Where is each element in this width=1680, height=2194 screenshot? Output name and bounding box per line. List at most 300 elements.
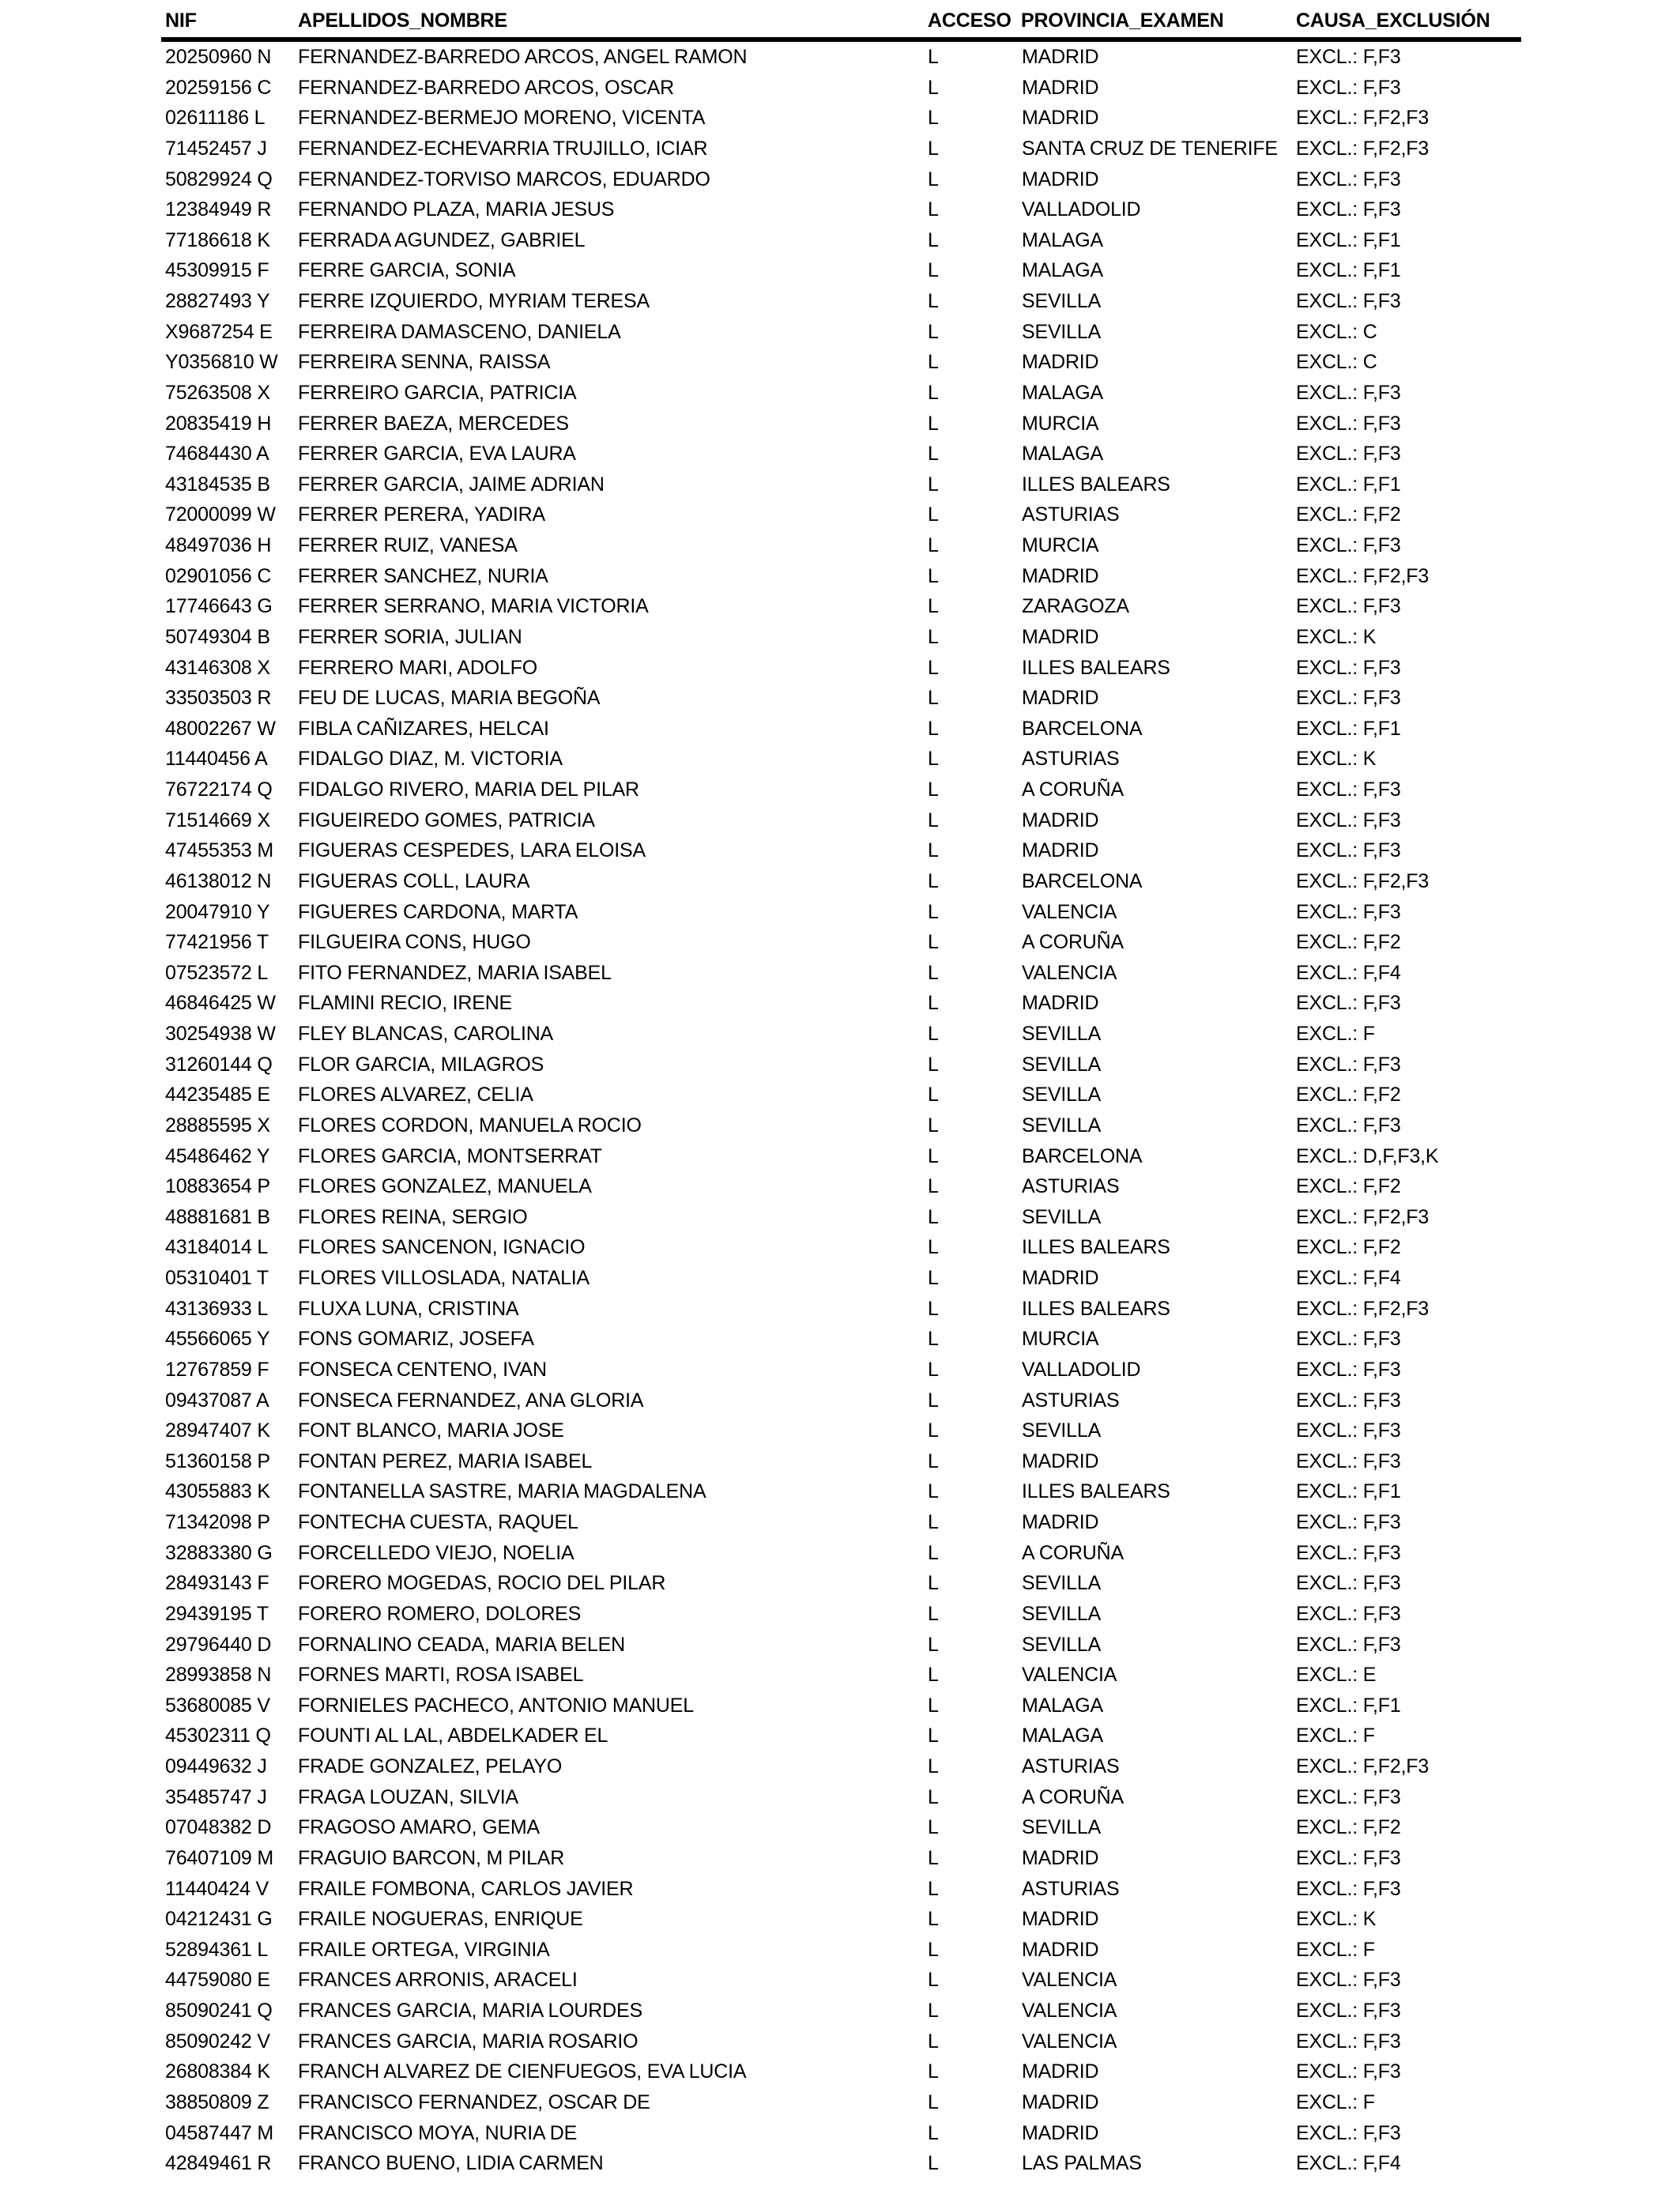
apellidos-cell: FLORES CORDON, MANUELA ROCIO [298,1114,642,1137]
provincia-cell: SEVILLA [1022,1205,1102,1228]
nif-cell: 28827493 Y [165,290,270,312]
apellidos-cell: FRAGA LOUZAN, SILVIA [298,1785,518,1808]
table-row [0,835,1680,866]
causa-cell: EXCL.: F,F3 [1296,1633,1401,1656]
apellidos-cell: FERNANDEZ-TORVISO MARCOS, EDUARDO [298,168,710,190]
causa-cell: EXCL.: F,F1 [1296,228,1401,251]
nif-cell: 09437087 A [165,1389,269,1412]
table-row [0,1874,1680,1905]
nif-cell: 33503503 R [165,687,272,710]
acceso-cell: L [928,1023,939,1045]
acceso-cell: L [928,137,939,160]
apellidos-cell: FERRADA AGUNDEZ, GABRIEL [298,228,586,251]
apellidos-cell: FORERO MOGEDAS, ROCIO DEL PILAR [298,1572,666,1595]
nif-cell: 48002267 W [165,717,276,740]
acceso-cell: L [928,1908,939,1931]
acceso-cell: L [928,1602,939,1625]
causa-cell: EXCL.: F,F3 [1296,1846,1401,1869]
acceso-cell: L [928,1358,939,1381]
nif-cell: 02611186 L [165,107,266,130]
apellidos-cell: FRANCES ARRONIS, ARACELI [298,1969,578,1992]
nif-cell: X9687254 E [165,320,273,343]
provincia-cell: MADRID [1022,809,1099,831]
nif-cell: 04587447 M [165,2121,274,2144]
provincia-cell: BARCELONA [1022,1144,1143,1167]
apellidos-cell: FERRERO MARI, ADOLFO [298,656,537,679]
causa-cell: EXCL.: F,F3 [1296,198,1401,221]
acceso-cell: L [928,2030,939,2053]
provincia-cell: MADRID [1022,564,1099,587]
causa-cell: EXCL.: F,F3 [1296,412,1401,435]
provincia-cell: LAS PALMAS [1022,2152,1142,2175]
table-row [0,2148,1680,2179]
nif-cell: 75263508 X [165,381,270,404]
nif-cell: 76722174 Q [165,778,273,801]
nif-cell: 45486462 Y [165,1144,270,1167]
acceso-cell: L [928,1449,939,1472]
table-row [0,286,1680,317]
nif-cell: 05310401 T [165,1267,269,1289]
table-row [0,805,1680,836]
provincia-cell: ASTURIAS [1022,1877,1120,1900]
causa-cell: EXCL.: F,F3 [1296,1389,1401,1412]
causa-cell: EXCL.: F,F3 [1296,1511,1401,1533]
acceso-cell: L [928,1480,939,1503]
table-row [0,469,1680,500]
nif-cell: 29439195 T [165,1602,269,1625]
table-row [0,683,1680,714]
causa-cell: EXCL.: F,F3 [1296,900,1401,923]
provincia-cell: MADRID [1022,107,1099,130]
causa-cell: EXCL.: F,F1 [1296,473,1401,496]
causa-cell: EXCL.: F,F3 [1296,76,1401,99]
apellidos-cell: FLORES REINA, SERGIO [298,1205,528,1228]
nif-cell: 45566065 Y [165,1328,270,1351]
nif-cell: 30254938 W [165,1023,276,1045]
acceso-cell: L [928,473,939,496]
apellidos-cell: FORCELLEDO VIEJO, NOELIA [298,1541,574,1564]
causa-cell: EXCL.: C [1296,351,1377,374]
table-row [0,1721,1680,1751]
causa-cell: EXCL.: F,F4 [1296,961,1401,984]
provincia-cell: SEVILLA [1022,1816,1102,1839]
table-row [0,1416,1680,1446]
table-row [0,1538,1680,1569]
provincia-cell: BARCELONA [1022,717,1143,740]
table-row [0,561,1680,592]
acceso-cell: L [928,717,939,740]
nif-cell: 07523572 L [165,961,269,984]
table-row [0,317,1680,348]
provincia-cell: VALENCIA [1022,900,1117,923]
apellidos-cell: FONTANELLA SASTRE, MARIA MAGDALENA [298,1480,706,1503]
provincia-cell: SEVILLA [1022,1114,1102,1137]
nif-cell: 20047910 Y [165,900,270,923]
causa-cell: EXCL.: F,F4 [1296,1267,1401,1289]
apellidos-cell: FILGUEIRA CONS, HUGO [298,931,531,954]
apellidos-cell: FONSECA CENTENO, IVAN [298,1358,547,1381]
provincia-cell: MADRID [1022,1511,1099,1533]
nif-cell: 51360158 P [165,1449,270,1472]
provincia-cell: MURCIA [1022,412,1099,435]
provincia-cell: MADRID [1022,46,1099,68]
apellidos-cell: FOUNTI AL LAL, ABDELKADER EL [298,1725,608,1747]
provincia-cell: MADRID [1022,1267,1099,1289]
apellidos-cell: FONSECA FERNANDEZ, ANA GLORIA [298,1389,644,1412]
apellidos-cell: FIGUERAS CESPEDES, LARA ELOISA [298,839,646,862]
apellidos-cell: FRAILE ORTEGA, VIRGINIA [298,1938,550,1961]
apellidos-cell: FONTECHA CUESTA, RAQUEL [298,1511,578,1533]
nif-cell: 77186618 K [165,228,270,251]
acceso-cell: L [928,1969,939,1992]
acceso-cell: L [928,534,939,556]
provincia-cell: MADRID [1022,1908,1099,1931]
acceso-cell: L [928,564,939,587]
apellidos-cell: FRANCES GARCIA, MARIA ROSARIO [298,2030,638,2053]
column-header-causa: CAUSA_EXCLUSIÓN [1296,9,1490,32]
apellidos-cell: FLOR GARCIA, MILAGROS [298,1053,544,1076]
causa-cell: EXCL.: K [1296,748,1377,771]
apellidos-cell: FIDALGO RIVERO, MARIA DEL PILAR [298,778,639,801]
apellidos-cell: FRAILE NOGUERAS, ENRIQUE [298,1908,583,1931]
table-row [0,1965,1680,1996]
acceso-cell: L [928,931,939,954]
apellidos-cell: FLORES VILLOSLADA, NATALIA [298,1267,590,1289]
table-row [0,1843,1680,1874]
column-header-acceso: ACCESO [928,9,1011,32]
nif-cell: 50829924 Q [165,168,273,190]
nif-cell: Y0356810 W [165,351,278,374]
table-row [0,2118,1680,2149]
acceso-cell: L [928,1846,939,1869]
nif-cell: 44235485 E [165,1084,270,1106]
provincia-cell: ASTURIAS [1022,503,1120,526]
nif-cell: 17746643 G [165,595,273,618]
apellidos-cell: FIDALGO DIAZ, M. VICTORIA [298,748,563,771]
table-row [0,225,1680,256]
table-row [0,714,1680,745]
causa-cell: EXCL.: F,F3 [1296,687,1401,710]
causa-cell: EXCL.: F,F3 [1296,443,1401,466]
table-row [0,1263,1680,1294]
provincia-cell: MALAGA [1022,259,1103,282]
causa-cell: EXCL.: F,F3 [1296,595,1401,618]
acceso-cell: L [928,1725,939,1747]
provincia-cell: MADRID [1022,687,1099,710]
nif-cell: 28885595 X [165,1114,270,1137]
provincia-cell: SEVILLA [1022,1023,1102,1045]
table-row [0,1812,1680,1843]
causa-cell: EXCL.: F,F3 [1296,1419,1401,1442]
causa-cell: EXCL.: F,F2 [1296,1084,1401,1106]
causa-cell: EXCL.: F,F3 [1296,1877,1401,1900]
causa-cell: EXCL.: F,F2 [1296,931,1401,954]
table-row [0,1171,1680,1202]
provincia-cell: ASTURIAS [1022,1755,1120,1777]
causa-cell: EXCL.: F,F3 [1296,290,1401,312]
causa-cell: EXCL.: F [1296,1023,1375,1045]
causa-cell: EXCL.: F,F3 [1296,1328,1401,1351]
causa-cell: EXCL.: F,F3 [1296,839,1401,862]
causa-cell: EXCL.: F,F3 [1296,2060,1401,2083]
column-header-nif: NIF [165,9,197,32]
table-row [0,958,1680,989]
apellidos-cell: FORNES MARTI, ROSA ISABEL [298,1664,584,1687]
acceso-cell: L [928,656,939,679]
table-row [0,1080,1680,1110]
table-row [0,1446,1680,1477]
causa-cell: EXCL.: F,F1 [1296,1480,1401,1503]
causa-cell: EXCL.: F,F2 [1296,1816,1401,1839]
provincia-cell: SEVILLA [1022,320,1102,343]
nif-cell: 72000099 W [165,503,276,526]
nif-cell: 12384949 R [165,198,272,221]
table-row [0,1935,1680,1966]
table-row [0,1110,1680,1141]
apellidos-cell: FRAGOSO AMARO, GEMA [298,1816,540,1839]
apellidos-cell: FIGUERES CARDONA, MARTA [298,900,578,923]
apellidos-cell: FLORES GONZALEZ, MANUELA [298,1175,592,1198]
causa-cell: EXCL.: F,F3 [1296,1449,1401,1472]
apellidos-cell: FERREIRA SENNA, RAISSA [298,351,551,374]
table-row [0,409,1680,439]
acceso-cell: L [928,259,939,282]
provincia-cell: A CORUÑA [1022,931,1124,954]
acceso-cell: L [928,1175,939,1198]
table-header-row [0,4,1680,38]
provincia-cell: ASTURIAS [1022,1389,1120,1412]
table-row [0,653,1680,684]
table-row [0,1141,1680,1172]
nif-cell: 28947407 K [165,1419,270,1442]
table-row [0,775,1680,805]
acceso-cell: L [928,1755,939,1777]
causa-cell: EXCL.: F,F3 [1296,1358,1401,1381]
acceso-cell: L [928,381,939,404]
acceso-cell: L [928,2152,939,2175]
provincia-cell: ILLES BALEARS [1022,473,1170,496]
nif-cell: 43055883 K [165,1480,270,1503]
causa-cell: EXCL.: F [1296,1938,1375,1961]
acceso-cell: L [928,168,939,190]
nif-cell: 35485747 J [165,1785,267,1808]
nif-cell: 45309915 F [165,259,269,282]
acceso-cell: L [928,76,939,99]
apellidos-cell: FEU DE LUCAS, MARIA BEGOÑA [298,687,601,710]
apellidos-cell: FERRE GARCIA, SONIA [298,259,516,282]
causa-cell: EXCL.: F,F1 [1296,1694,1401,1717]
nif-cell: 10883654 P [165,1175,270,1198]
apellidos-cell: FONT BLANCO, MARIA JOSE [298,1419,564,1442]
acceso-cell: L [928,320,939,343]
nif-cell: 74684430 A [165,443,269,466]
apellidos-cell: FRANCH ALVAREZ DE CIENFUEGOS, EVA LUCIA [298,2060,747,2083]
acceso-cell: L [928,1664,939,1687]
table-row [0,591,1680,622]
nif-cell: 31260144 Q [165,1053,273,1076]
table-row [0,2056,1680,2087]
acceso-cell: L [928,1419,939,1442]
provincia-cell: VALLADOLID [1022,1358,1141,1381]
apellidos-cell: FLORES ALVAREZ, CELIA [298,1084,533,1106]
table-row [0,347,1680,378]
provincia-cell: SANTA CRUZ DE TENERIFE [1022,137,1278,160]
table-row [0,42,1680,73]
acceso-cell: L [928,46,939,68]
causa-cell: EXCL.: F,F3 [1296,1572,1401,1595]
table-row [0,1904,1680,1935]
acceso-cell: L [928,198,939,221]
acceso-cell: L [928,687,939,710]
causa-cell: EXCL.: F,F2 [1296,1236,1401,1259]
provincia-cell: A CORUÑA [1022,778,1124,801]
acceso-cell: L [928,1328,939,1351]
causa-cell: EXCL.: F [1296,1725,1375,1747]
provincia-cell: ILLES BALEARS [1022,656,1170,679]
apellidos-cell: FERNANDEZ-BERMEJO MORENO, VICENTA [298,107,706,130]
acceso-cell: L [928,839,939,862]
nif-cell: 45302311 Q [165,1725,271,1747]
nif-cell: 43136933 L [165,1297,269,1320]
apellidos-cell: FONTAN PEREZ, MARIA ISABEL [298,1449,593,1472]
provincia-cell: SEVILLA [1022,1053,1102,1076]
nif-cell: 07048382 D [165,1816,272,1839]
acceso-cell: L [928,625,939,648]
apellidos-cell: FRANCISCO MOYA, NURIA DE [298,2121,578,2144]
causa-cell: EXCL.: K [1296,625,1377,648]
provincia-cell: MADRID [1022,2090,1099,2113]
table-row [0,1660,1680,1691]
provincia-cell: MADRID [1022,839,1099,862]
causa-cell: EXCL.: F,F3 [1296,46,1401,68]
acceso-cell: L [928,107,939,130]
nif-cell: 76407109 M [165,1846,274,1869]
causa-cell: EXCL.: F,F3 [1296,1602,1401,1625]
provincia-cell: MURCIA [1022,534,1099,556]
acceso-cell: L [928,1938,939,1961]
acceso-cell: L [928,1816,939,1839]
provincia-cell: MADRID [1022,2060,1099,2083]
nif-cell: 48497036 H [165,534,272,556]
nif-cell: 46846425 W [165,992,276,1015]
apellidos-cell: FERRER PERERA, YADIRA [298,503,545,526]
causa-cell: EXCL.: F,F4 [1296,2152,1401,2175]
table-row [0,1507,1680,1538]
acceso-cell: L [928,1114,939,1137]
provincia-cell: MADRID [1022,1449,1099,1472]
causa-cell: EXCL.: F,F3 [1296,2121,1401,2144]
apellidos-cell: FERREIRO GARCIA, PATRICIA [298,381,577,404]
provincia-cell: VALENCIA [1022,961,1117,984]
table-row [0,1385,1680,1416]
nif-cell: 38850809 Z [165,2090,269,2113]
acceso-cell: L [928,961,939,984]
provincia-cell: A CORUÑA [1022,1541,1124,1564]
causa-cell: EXCL.: F,F2 [1296,1175,1401,1198]
acceso-cell: L [928,1236,939,1259]
table-row [0,378,1680,409]
table-row [0,1019,1680,1050]
apellidos-cell: FERRER GARCIA, JAIME ADRIAN [298,473,605,496]
table-row [0,622,1680,653]
provincia-cell: MADRID [1022,76,1099,99]
causa-cell: EXCL.: F,F2,F3 [1296,1755,1430,1777]
apellidos-cell: FERRER BAEZA, MERCEDES [298,412,569,435]
table-row [0,1751,1680,1782]
nif-cell: 02901056 C [165,564,272,587]
apellidos-cell: FRAGUIO BARCON, M PILAR [298,1846,565,1869]
provincia-cell: ASTURIAS [1022,1175,1120,1198]
acceso-cell: L [928,778,939,801]
nif-cell: 20835419 H [165,412,272,435]
causa-cell: EXCL.: F,F3 [1296,1969,1401,1992]
acceso-cell: L [928,809,939,831]
table-row [0,1050,1680,1080]
provincia-cell: ILLES BALEARS [1022,1480,1170,1503]
nif-cell: 32883380 G [165,1541,273,1564]
acceso-cell: L [928,443,939,466]
acceso-cell: L [928,412,939,435]
acceso-cell: L [928,2121,939,2144]
causa-cell: EXCL.: F,F2,F3 [1296,137,1430,160]
nif-cell: 09449632 J [165,1755,267,1777]
causa-cell: EXCL.: F,F2 [1296,503,1401,526]
table-row [0,1355,1680,1385]
acceso-cell: L [928,2000,939,2022]
apellidos-cell: FERNANDO PLAZA, MARIA JESUS [298,198,615,221]
nif-cell: 20250960 N [165,46,272,68]
acceso-cell: L [928,900,939,923]
apellidos-cell: FLUXA LUNA, CRISTINA [298,1297,519,1320]
causa-cell: EXCL.: F,F2,F3 [1296,869,1430,892]
provincia-cell: VALENCIA [1022,2030,1117,2053]
acceso-cell: L [928,228,939,251]
acceso-cell: L [928,1877,939,1900]
provincia-cell: MADRID [1022,1846,1099,1869]
causa-cell: EXCL.: F,F3 [1296,1114,1401,1137]
apellidos-cell: FERNANDEZ-BARREDO ARCOS, OSCAR [298,76,675,99]
apellidos-cell: FLEY BLANCAS, CAROLINA [298,1023,554,1045]
apellidos-cell: FIGUERAS COLL, LAURA [298,869,530,892]
acceso-cell: L [928,290,939,312]
causa-cell: EXCL.: F,F2,F3 [1296,564,1430,587]
table-row [0,1599,1680,1630]
provincia-cell: MADRID [1022,1938,1099,1961]
nif-cell: 71514669 X [165,809,270,831]
apellidos-cell: FRADE GONZALEZ, PELAYO [298,1755,563,1777]
table-row [0,103,1680,134]
apellidos-cell: FERRER SERRANO, MARIA VICTORIA [298,595,649,618]
provincia-cell: MADRID [1022,625,1099,648]
provincia-cell: MADRID [1022,2121,1099,2144]
provincia-cell: ZARAGOZA [1022,595,1129,618]
causa-cell: EXCL.: F,F2,F3 [1296,1297,1430,1320]
acceso-cell: L [928,1389,939,1412]
causa-cell: EXCL.: F,F1 [1296,259,1401,282]
provincia-cell: ILLES BALEARS [1022,1236,1170,1259]
acceso-cell: L [928,503,939,526]
apellidos-cell: FERRER SANCHEZ, NURIA [298,564,548,587]
apellidos-cell: FLORES SANCENON, IGNACIO [298,1236,586,1259]
table-row [0,1202,1680,1233]
table-row [0,1691,1680,1721]
causa-cell: EXCL.: F,F3 [1296,1053,1401,1076]
apellidos-cell: FERREIRA DAMASCENO, DANIELA [298,320,621,343]
provincia-cell: SEVILLA [1022,1602,1102,1625]
nif-cell: 52894361 L [165,1938,269,1961]
nif-cell: 85090242 V [165,2030,270,2053]
acceso-cell: L [928,1205,939,1228]
